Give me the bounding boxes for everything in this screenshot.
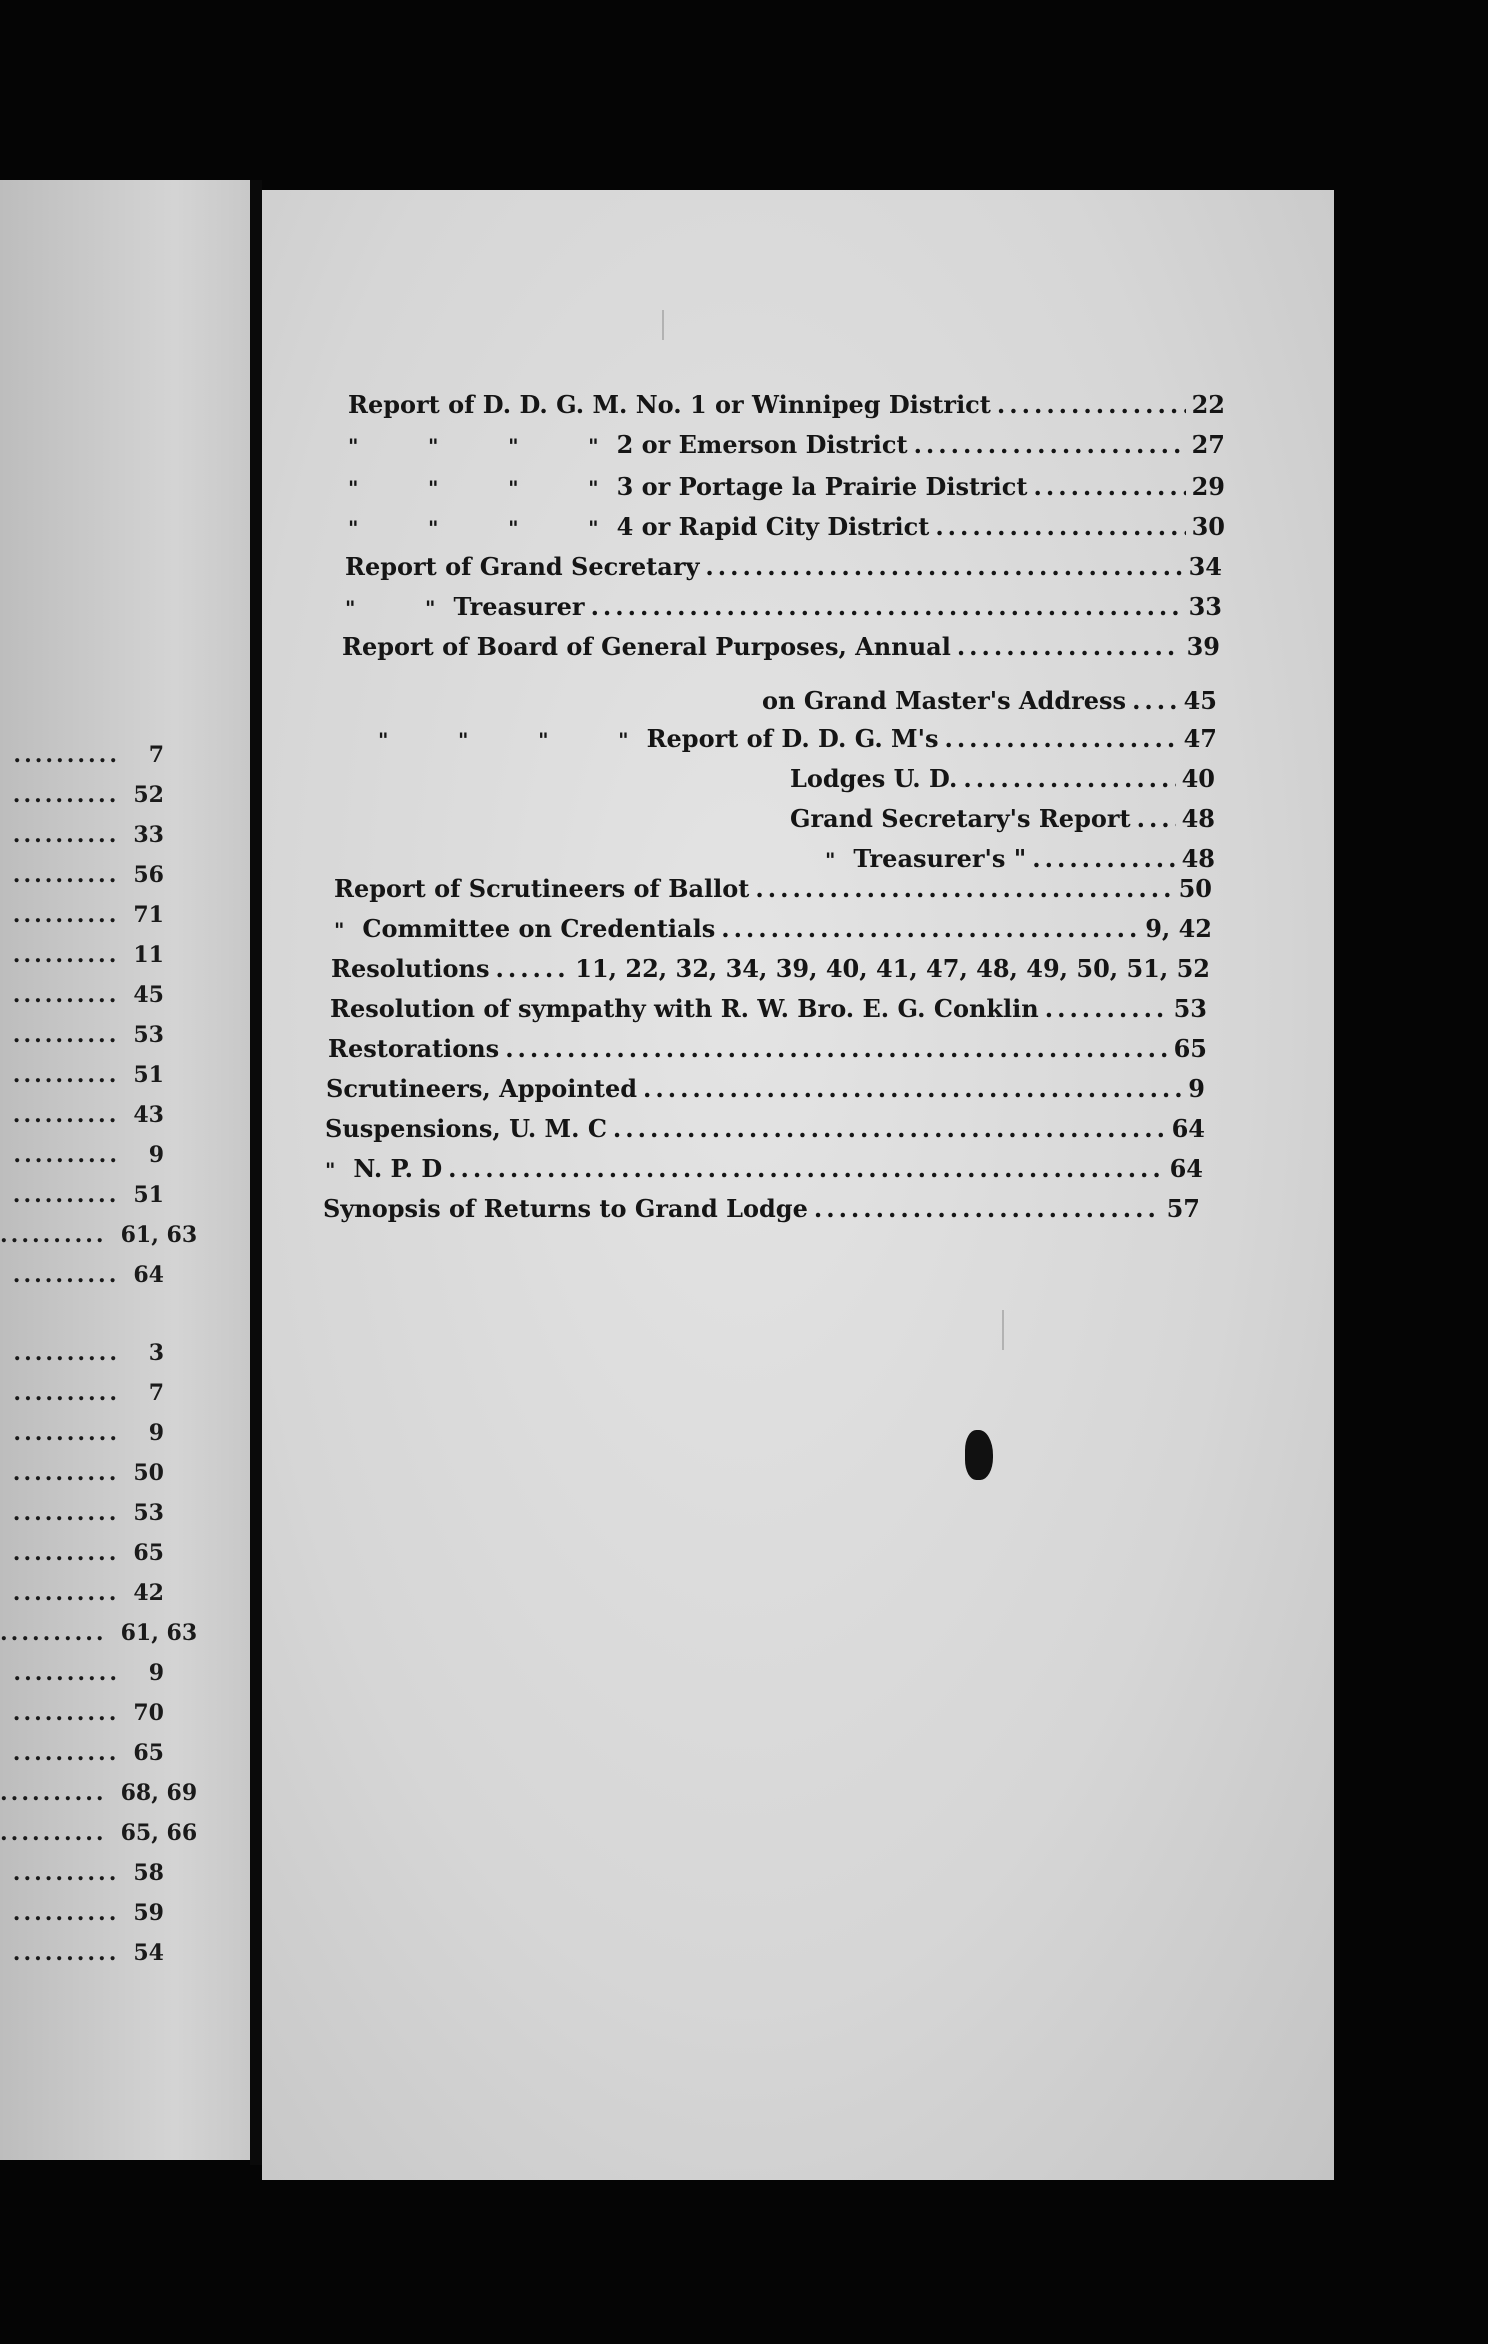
leader-dots [914,430,1186,459]
left-index-row [0,822,164,848]
page-number: 64 [1171,1114,1205,1143]
left-index-row [0,982,164,1008]
index-entry [348,430,1225,459]
index-entry-text [790,804,1131,833]
index-entry-text [331,954,489,983]
index-entry-text [825,844,1026,873]
index-entry-text [762,686,1126,715]
left-index-row [0,1660,164,1686]
ditto-marks: " [325,1158,336,1182]
page-number: 61, 63 [120,1222,198,1248]
leader-dots: .......... [12,1540,120,1566]
ditto-marks: " " " " [348,434,599,458]
index-entry-label: N. P. D [353,1154,443,1183]
leader-dots: .......... [0,1222,107,1248]
page-number: 71 [133,902,164,928]
leader-dots: .......... [12,1860,120,1886]
leader-dots: .......... [12,1700,120,1726]
leader-dots: .......... [12,1740,120,1766]
left-index-row [0,1860,164,1886]
index-entry [325,1154,1203,1183]
leader-dots [944,724,1177,753]
page-number: 3 [148,1340,164,1366]
index-entry-label: Report of D. D. G. M. No. 1 or Winnipeg District [348,390,991,419]
leader-dots [505,1034,1167,1063]
page-number: 30 [1191,512,1225,541]
leader-dots: .......... [13,1142,120,1168]
index-entry [348,472,1225,501]
index-entry-text [348,390,991,419]
page-number: 50 [1178,874,1212,903]
left-index-row [0,1780,198,1806]
page-number: 9 [148,1660,164,1686]
ditto-marks: " " " " [378,728,629,752]
page-number: 57 [1166,1194,1200,1223]
page-number: 40 [1181,764,1215,793]
ditto-marks: " [825,848,836,872]
index-entry [330,994,1207,1023]
ditto-marks: " " " " [348,516,599,540]
ditto-marks: " " " " [348,476,599,500]
leader-dots [495,954,569,983]
index-entry [762,686,1217,715]
leader-dots: .......... [12,862,120,888]
page-number: 9 [1188,1074,1205,1103]
page-number: 53 [133,1500,164,1526]
page-number: 33 [133,822,164,848]
right-page [262,190,1334,2180]
left-index-row [0,1940,164,1966]
leader-dots: .......... [13,1340,120,1366]
ditto-marks: " " [345,596,436,620]
index-entry [345,552,1222,581]
index-entry [323,1194,1200,1223]
index-entry-text [790,764,957,793]
index-entry [825,844,1215,873]
page-number: 45 [1183,686,1217,715]
page-number: 50 [133,1460,164,1486]
leader-dots: .......... [12,1062,120,1088]
left-index-row [0,1262,164,1288]
page-number: 53 [1173,994,1207,1023]
index-entry-label: Resolutions [331,954,490,983]
page-number: 53 [133,1022,164,1048]
page-number: 51 [133,1062,164,1088]
index-entry [345,592,1222,621]
index-entry-text [323,1194,808,1223]
left-page [0,180,250,2160]
index-entry-label: Report of D. D. G. M's [646,724,939,753]
page-number: 70 [133,1700,164,1726]
leader-dots [814,1194,1161,1223]
page-number: 34 [1188,552,1222,581]
leader-dots: .......... [12,1262,120,1288]
page-number: 56 [133,862,164,888]
left-index-row [0,1740,164,1766]
index-entry [334,874,1212,903]
index-entry-text [334,874,749,903]
index-entry [348,390,1225,419]
left-index-row [0,1460,164,1486]
leader-dots [1137,804,1176,833]
leader-dots [448,1154,1163,1183]
left-index-row [0,1540,164,1566]
left-index-row [0,942,164,968]
page-number: 45 [133,982,164,1008]
leader-dots [643,1074,1182,1103]
index-entry-text [348,512,929,541]
leader-dots [1032,844,1175,873]
leader-dots [1045,994,1168,1023]
leader-dots [935,512,1185,541]
left-index-row [0,742,164,768]
index-entry-label: Report of Scrutineers of Ballot [334,874,750,903]
page-number: 39 [1186,632,1220,661]
left-index-row [0,1340,164,1366]
index-entry-text [325,1114,607,1143]
leader-dots: .......... [12,942,120,968]
ditto-marks: " [334,918,345,942]
index-entry [334,914,1212,943]
leader-dots: .......... [12,902,120,928]
index-entry [790,764,1215,793]
page-number: 29 [1191,472,1225,501]
page-number: 58 [133,1860,164,1886]
paper-mark [1002,1310,1004,1350]
index-entry [378,724,1217,753]
page-number: 65 [133,1740,164,1766]
index-entry [325,1114,1205,1143]
left-index-row [0,1142,164,1168]
index-entry-label: 4 or Rapid City District [616,512,930,541]
left-index-row [0,1022,164,1048]
index-entry [331,954,1210,983]
leader-dots [1034,472,1186,501]
leader-dots [721,914,1139,943]
index-entry-label: Scrutineers, Appointed [326,1074,637,1103]
leader-dots: .......... [0,1780,107,1806]
leader-dots: .......... [12,1460,120,1486]
index-entry-text [348,472,1028,501]
left-index-row [0,1222,198,1248]
leader-dots: .......... [12,982,120,1008]
leader-dots: .......... [12,1102,120,1128]
index-entry-label: 3 or Portage la Prairie District [616,472,1028,501]
index-entry-text [342,632,951,661]
leader-dots: .......... [13,1660,120,1686]
index-entry-label: Restorations [328,1034,500,1063]
page-number: 7 [148,742,164,768]
page-number: 48 [1181,844,1215,873]
page-number: 9 [148,1142,164,1168]
index-entry-label: 2 or Emerson District [616,430,908,459]
page-number: 47 [1183,724,1217,753]
page-number: 11, 22, 32, 34, 39, 40, 41, 47, 48, 49, 50, 51, 52 [575,954,1210,983]
book-gutter [250,180,262,2165]
index-entry-text [348,430,908,459]
index-entry-label: Committee on Credentials [362,914,716,943]
left-index-row [0,1380,164,1406]
index-entry-label: Treasurer's " [853,844,1027,873]
left-index-row [0,902,164,928]
left-index-row [0,1500,164,1526]
leader-dots: .......... [0,1620,107,1646]
page-number: 68, 69 [120,1780,198,1806]
left-index-row [0,1182,164,1208]
index-entry-label: Report of Board of General Purposes, Annual [342,632,951,661]
index-entry-text [325,1154,442,1183]
index-entry-text [334,914,715,943]
leader-dots: .......... [12,782,120,808]
leader-dots [1132,686,1178,715]
index-entry-text [330,994,1039,1023]
index-entry-label: Synopsis of Returns to Grand Lodge [323,1194,808,1223]
page-number: 65 [1173,1034,1207,1063]
leader-dots: .......... [12,1022,120,1048]
index-entry-label: Report of Grand Secretary [345,552,700,581]
left-index-row [0,1062,164,1088]
page-number: 59 [133,1900,164,1926]
left-index-row [0,1420,164,1446]
index-entry-label: Lodges U. D. [790,764,958,793]
index-entry [790,804,1215,833]
left-index-row [0,1820,198,1846]
index-entry-label: Treasurer [453,592,585,621]
leader-dots: .......... [0,1820,107,1846]
leader-dots [957,632,1181,661]
page-number: 33 [1188,592,1222,621]
index-entry-text [345,592,585,621]
left-index-row [0,782,164,808]
page-number: 65, 66 [120,1820,198,1846]
index-entry-label: Grand Secretary's Report [790,804,1131,833]
leader-dots [963,764,1175,793]
index-entry [326,1074,1205,1103]
index-entry [348,512,1225,541]
index-entry-label: on Grand Master's Address [762,686,1127,715]
left-index-row [0,1900,164,1926]
leader-dots: .......... [12,1182,120,1208]
page-number: 27 [1191,430,1225,459]
page-number: 22 [1191,390,1225,419]
page-number: 9, 42 [1145,914,1212,943]
leader-dots [613,1114,1166,1143]
index-entry-label: Suspensions, U. M. C [325,1114,607,1143]
page-number: 9 [148,1420,164,1446]
leader-dots: .......... [12,1900,120,1926]
paper-mark [662,310,664,340]
leader-dots: .......... [13,1380,120,1406]
leader-dots: .......... [13,1420,120,1446]
left-index-row [0,1580,164,1606]
index-entry-text [378,724,938,753]
index-entry [342,632,1220,661]
ink-stain [965,1430,993,1480]
page-number: 54 [133,1940,164,1966]
leader-dots: .......... [12,1940,120,1966]
page-number: 7 [148,1380,164,1406]
page-number: 61, 63 [120,1620,198,1646]
leader-dots [705,552,1182,581]
index-entry-text [328,1034,499,1063]
index-entry-text [326,1074,637,1103]
left-index-row [0,1620,198,1646]
left-index-row [0,1102,164,1128]
index-entry-label: Resolution of sympathy with R. W. Bro. E. G. Conklin [330,994,1039,1023]
leader-dots [591,592,1183,621]
page-number: 64 [1169,1154,1203,1183]
page-number: 42 [133,1580,164,1606]
page-number: 43 [133,1102,164,1128]
page-number: 52 [133,782,164,808]
page-number: 11 [133,942,164,968]
page-number: 48 [1181,804,1215,833]
index-entry-text [345,552,699,581]
leader-dots: .......... [12,822,120,848]
page-number: 51 [133,1182,164,1208]
leader-dots [997,390,1186,419]
left-index-row [0,1700,164,1726]
leader-dots: .......... [12,1500,120,1526]
page-number: 65 [133,1540,164,1566]
leader-dots [755,874,1172,903]
left-index-row [0,862,164,888]
index-entry [328,1034,1207,1063]
page-number: 64 [133,1262,164,1288]
leader-dots: .......... [13,742,120,768]
leader-dots: .......... [12,1580,120,1606]
